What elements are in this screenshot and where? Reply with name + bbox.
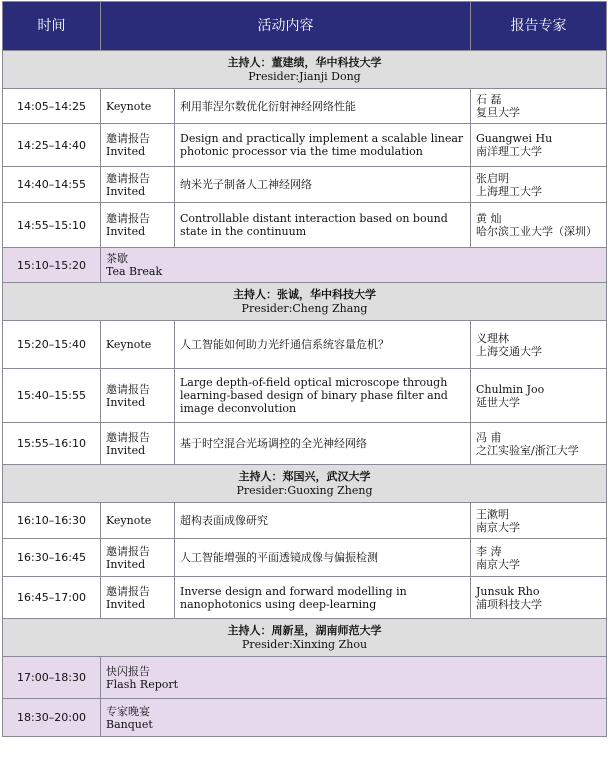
talk-title: 人工智能增强的平面透镜成像与偏振检测	[175, 539, 471, 577]
talk-title: 利用菲涅尔数优化衍射神经网络性能	[175, 89, 471, 124]
session-host: 主持人：董建绩，华中科技大学	[227, 55, 382, 69]
speaker-affiliation: 浦项科技大学	[476, 597, 542, 611]
session-host: 主持人：郑国兴，武汉大学	[238, 469, 371, 483]
session-header	[3, 283, 607, 321]
speaker-name: 义理林	[476, 331, 509, 345]
talk-title: Large depth-of-field optical microscope through learning-based design of binary phase filter and image deconvolution	[175, 369, 471, 423]
talk-type: 邀请报告	[106, 544, 150, 558]
talk-type-en: Invited	[106, 145, 146, 158]
talk-type: 邀请报告	[106, 171, 150, 185]
talk-time: 16:30–16:45	[3, 539, 101, 577]
talk-title: Inverse design and forward modelling in nanophotonics using deep-learning	[175, 577, 471, 619]
talk-time: 14:05–14:25	[3, 89, 101, 124]
table-row	[3, 321, 607, 369]
table-row	[3, 369, 607, 423]
speaker-name: 石 磊	[476, 93, 502, 106]
table-row	[3, 577, 607, 619]
break-label-en: Banquet	[106, 717, 153, 731]
speaker-affiliation: 延世大学	[476, 395, 520, 409]
talk-time: 16:45–17:00	[3, 577, 101, 619]
speaker-name: 冯 甫	[476, 430, 502, 444]
speaker-name: 张启明	[476, 171, 509, 185]
talk-type-en: Invited	[106, 443, 146, 457]
header-row	[3, 2, 607, 51]
session-host: 主持人：张诚，华中科技大学	[233, 287, 376, 301]
header-time: 时间	[3, 2, 101, 51]
speaker-affiliation: 南洋理工大学	[476, 145, 542, 158]
header-content: 活动内容	[101, 2, 471, 51]
session-presider: Presider:Guoxing Zheng	[236, 483, 373, 497]
talk-time: 15:55–16:10	[3, 423, 101, 465]
break-row	[3, 248, 607, 283]
speaker-affiliation: 上海交通大学	[476, 344, 542, 358]
speaker-affiliation: 哈尔滨工业大学（深圳）	[476, 225, 597, 238]
talk-time: 15:40–15:55	[3, 369, 101, 423]
talk-type-en: Invited	[106, 597, 146, 611]
talk-type: Keynote	[106, 514, 152, 527]
speaker-affiliation: 上海理工大学	[476, 184, 542, 198]
talk-time: 14:55–15:10	[3, 203, 101, 248]
talk-title: 基于时空混合光场调控的全光神经网络	[175, 423, 471, 465]
talk-time: 16:10–16:30	[3, 503, 101, 539]
talk-type-en: Invited	[106, 225, 146, 238]
talk-type: 邀请报告	[106, 430, 150, 444]
table-row	[3, 89, 607, 124]
session-presider: Presider:Cheng Zhang	[241, 301, 368, 315]
session-presider: Presider:Xinxing Zhou	[241, 637, 368, 651]
break-label: 快闪报告	[106, 664, 150, 678]
speaker-name: Junsuk Rho	[476, 584, 540, 598]
talk-title: Controllable distant interaction based on bound state in the continuum	[175, 203, 471, 248]
break-label: 茶歇	[106, 252, 128, 265]
session-presider: Presider:Jianji Dong	[248, 69, 361, 83]
table-row	[3, 539, 607, 577]
talk-type: Keynote	[106, 99, 152, 113]
speaker-affiliation: 南京大学	[476, 520, 520, 534]
talk-type: 邀请报告	[106, 584, 150, 598]
table-row	[3, 167, 607, 203]
speaker-affiliation: 之江实验室/浙江大学	[476, 443, 579, 457]
speaker-name: Chulmin Joo	[476, 382, 545, 396]
talk-type-en: Invited	[106, 557, 146, 571]
talk-title: 超构表面成像研究	[175, 503, 471, 539]
speaker-affiliation: 复旦大学	[476, 106, 520, 119]
talk-title: 人工智能如何助力光纤通信系统容量危机？	[175, 321, 471, 369]
speaker-name: 王漱明	[476, 507, 509, 521]
break-label: 专家晚宴	[106, 704, 150, 718]
session-header	[3, 51, 607, 89]
break-label-en: Flash Report	[106, 677, 179, 691]
talk-time: 14:25–14:40	[3, 124, 101, 167]
table-row	[3, 503, 607, 539]
talk-type-en: Invited	[106, 184, 146, 198]
talk-type: 邀请报告	[106, 382, 150, 396]
talk-type: 邀请报告	[106, 212, 150, 225]
talk-title: 纳米光子制备人工神经网络	[175, 167, 471, 203]
talk-time: 14:40–14:55	[3, 167, 101, 203]
header-speaker: 报告专家	[471, 2, 607, 51]
break-time: 17:00–18:30	[3, 657, 101, 699]
break-time: 15:10–15:20	[3, 248, 101, 283]
talk-type: Keynote	[106, 338, 152, 351]
session-host: 主持人：周新星，湖南师范大学	[227, 623, 382, 637]
session-header	[3, 465, 607, 503]
break-time: 18:30–20:00	[3, 699, 101, 737]
speaker-affiliation: 南京大学	[476, 557, 520, 571]
talk-type-en: Invited	[106, 395, 146, 409]
table-row	[3, 124, 607, 167]
break-row	[3, 657, 607, 699]
break-row	[3, 699, 607, 737]
table-row	[3, 423, 607, 465]
talk-type: 邀请报告	[106, 132, 150, 145]
speaker-name: 黄 灿	[476, 212, 502, 225]
schedule-table	[2, 1, 607, 737]
speaker-name: Guangwei Hu	[476, 132, 553, 145]
talk-time: 15:20–15:40	[3, 321, 101, 369]
talk-title: Design and practically implement a scalable linear photonic processor via the time modulation	[175, 124, 471, 167]
session-header	[3, 619, 607, 657]
table-row	[3, 203, 607, 248]
break-label-en: Tea Break	[106, 265, 163, 278]
speaker-name: 李 涛	[476, 544, 502, 558]
